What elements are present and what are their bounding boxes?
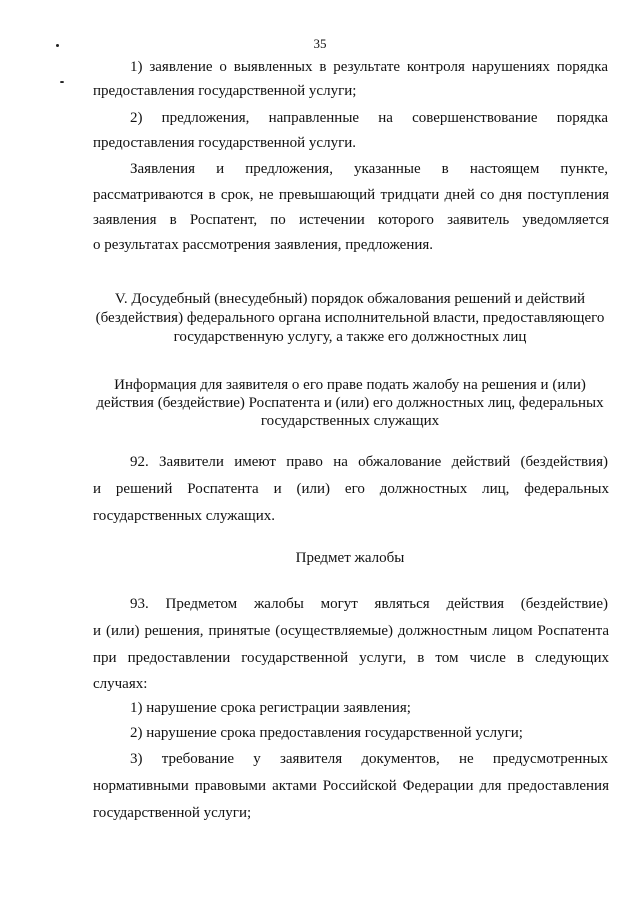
section-heading: государственную услугу, а также его должностных лиц [173,329,527,345]
subsection-heading: действия (бездействие) Роспатента и (или) его должностных лиц, федеральных [96,395,604,411]
subsection-heading: Информация для заявителя о его праве подать жалобу на решения и (или) [114,377,586,393]
text-line: при предоставлении государственной услуги, в том числе в следующих [93,650,609,666]
text-line: предоставления государственной услуги. [93,135,357,151]
text-line: Заявления и предложения, указанные в настоящем пункте, [130,161,608,177]
text-line: государственных служащих. [93,508,275,524]
text-line: заявления в Роспатент, по истечении которого заявитель уведомляется [93,212,609,228]
section-heading: V. Досудебный (внесудебный) порядок обжалования решений и действий [114,291,586,307]
text-line: предоставления государственной услуги; [93,83,357,99]
text-line: 2) предложения, направленные на совершенствование порядка [130,110,608,126]
text-line: 3) требование у заявителя документов, не предусмотренных [130,751,608,767]
text-line: 1) нарушение срока регистрации заявления; [130,700,411,716]
text-line: государственной услуги; [93,805,252,821]
text-line: и (или) решения, принятые (осуществляемые) должностным лицом Роспатента [93,623,609,639]
text-line: 2) нарушение срока предоставления государственной услуги; [130,725,523,741]
page-number: 35 [313,36,327,51]
text-line: случаях: [93,676,148,692]
text-line: нормативными правовыми актами Российской Федерации для предоставления [93,778,609,794]
text-line: 92. Заявители имеют право на обжалование действий (бездействия) [130,454,608,470]
subsection-heading: государственных служащих [260,413,440,429]
subsection-heading: Предмет жалобы [295,550,405,566]
text-line: рассматриваются в срок, не превышающий тридцати дней со дня поступления [93,187,609,203]
text-line: о результатах рассмотрения заявления, предложения. [93,237,434,253]
section-heading: (бездействия) федерального органа исполнительной власти, предоставляющего [95,310,605,326]
scan-speck [60,81,64,83]
text-line: 93. Предметом жалобы могут являться действия (бездействие) [130,596,608,612]
text-line: 1) заявление о выявленных в результате контроля нарушениях порядка [130,59,608,75]
text-line: и решений Роспатента и (или) его должностных лиц, федеральных [93,481,609,497]
